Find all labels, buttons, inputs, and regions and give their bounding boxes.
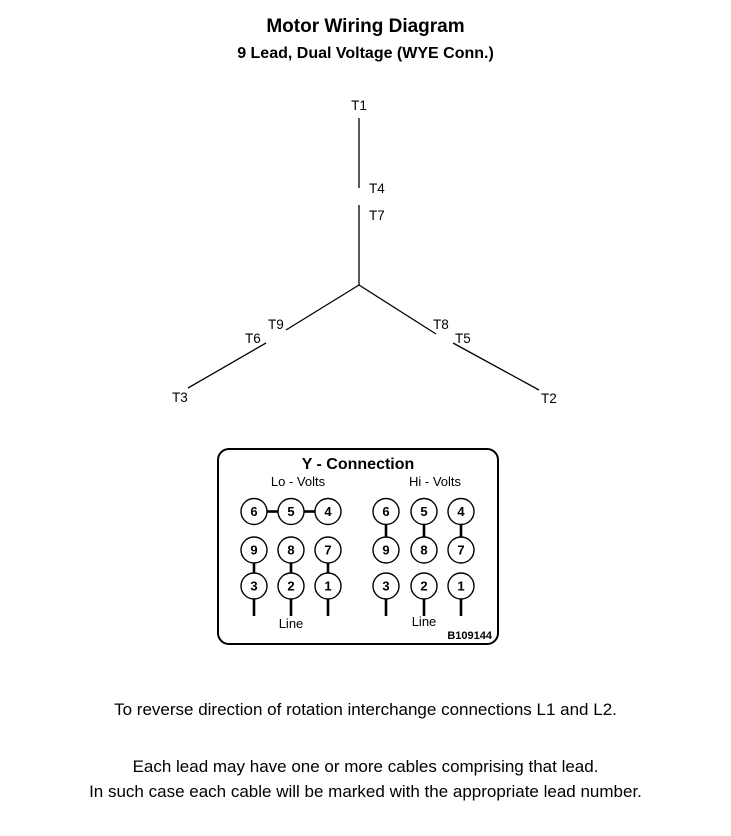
terminal-hi-4: [448, 499, 474, 525]
note-cables-line2: In such case each cable will be marked with the appropriate lead number.: [89, 782, 642, 801]
note-cables-line1: Each lead may have one or more cables comprising that lead.: [132, 757, 599, 776]
terminal-lo-9: [241, 537, 267, 563]
terminal-lo-2: [278, 573, 304, 599]
terminal-lo-6: [241, 499, 267, 525]
terminal-label-t6: T6: [245, 331, 261, 346]
connection-box-title: Y - Connection: [301, 456, 415, 473]
terminal-number: 2: [287, 578, 295, 594]
terminal-lo-5: [278, 499, 304, 525]
y-connection-box: [217, 448, 499, 645]
note-reverse-rotation: To reverse direction of rotation interchange connections L1 and L2.: [114, 700, 617, 719]
terminal-board-figure: [219, 450, 497, 643]
terminal-hi-3: [373, 573, 399, 599]
terminal-number: 7: [457, 542, 465, 558]
lo-line-label: Line: [278, 616, 304, 631]
terminal-number: 7: [324, 542, 332, 558]
terminal-hi-2: [411, 573, 437, 599]
terminal-label-t7: T7: [369, 208, 385, 223]
wye-diagram: [150, 90, 580, 420]
hi-line-label: Line: [411, 614, 437, 629]
hi-volts-label: Hi - Volts: [408, 474, 462, 489]
terminal-hi-9: [373, 537, 399, 563]
terminal-number: 3: [250, 578, 258, 594]
terminal-hi-6: [373, 499, 399, 525]
terminal-hi-5: [411, 499, 437, 525]
figure-number: B109144: [447, 630, 492, 642]
terminal-number: 4: [457, 504, 465, 519]
terminal-hi-7: [448, 537, 474, 563]
terminal-number: 3: [382, 578, 390, 594]
terminal-lo-8: [278, 537, 304, 563]
terminal-number: 8: [287, 542, 295, 558]
wye-leg-left-upper: [286, 285, 359, 330]
lo-volts-label: Lo - Volts: [270, 474, 326, 489]
terminal-number: 6: [250, 504, 258, 519]
wye-leg-right-upper: [359, 285, 436, 334]
terminal-label-t2: T2: [541, 391, 557, 406]
wye-leg-right-lower: [453, 343, 539, 390]
terminal-label-t1: T1: [351, 98, 367, 113]
terminal-number: 8: [420, 542, 428, 558]
terminal-number: 6: [382, 504, 390, 519]
terminal-label-t8: T8: [433, 317, 449, 332]
terminal-label-t4: T4: [369, 181, 385, 196]
terminal-lo-3: [241, 573, 267, 599]
terminal-number: 1: [457, 578, 465, 594]
wye-leg-left-lower: [188, 343, 266, 388]
terminal-number: 9: [250, 542, 258, 558]
terminal-number: 4: [324, 504, 332, 519]
terminal-lo-4: [315, 499, 341, 525]
terminal-number: 2: [420, 578, 428, 594]
terminal-label-t3: T3: [172, 390, 188, 405]
terminal-label-t9: T9: [268, 317, 284, 332]
terminal-number: 5: [420, 504, 428, 519]
terminal-lo-1: [315, 573, 341, 599]
terminal-number: 5: [287, 504, 295, 519]
terminal-number: 1: [324, 578, 332, 594]
terminal-number: 9: [382, 542, 390, 558]
page-title: Motor Wiring Diagram: [266, 16, 465, 37]
terminal-label-t5: T5: [455, 331, 471, 346]
terminal-hi-1: [448, 573, 474, 599]
page-subtitle: 9 Lead, Dual Voltage (WYE Conn.): [237, 45, 494, 62]
terminal-lo-7: [315, 537, 341, 563]
terminal-hi-8: [411, 537, 437, 563]
